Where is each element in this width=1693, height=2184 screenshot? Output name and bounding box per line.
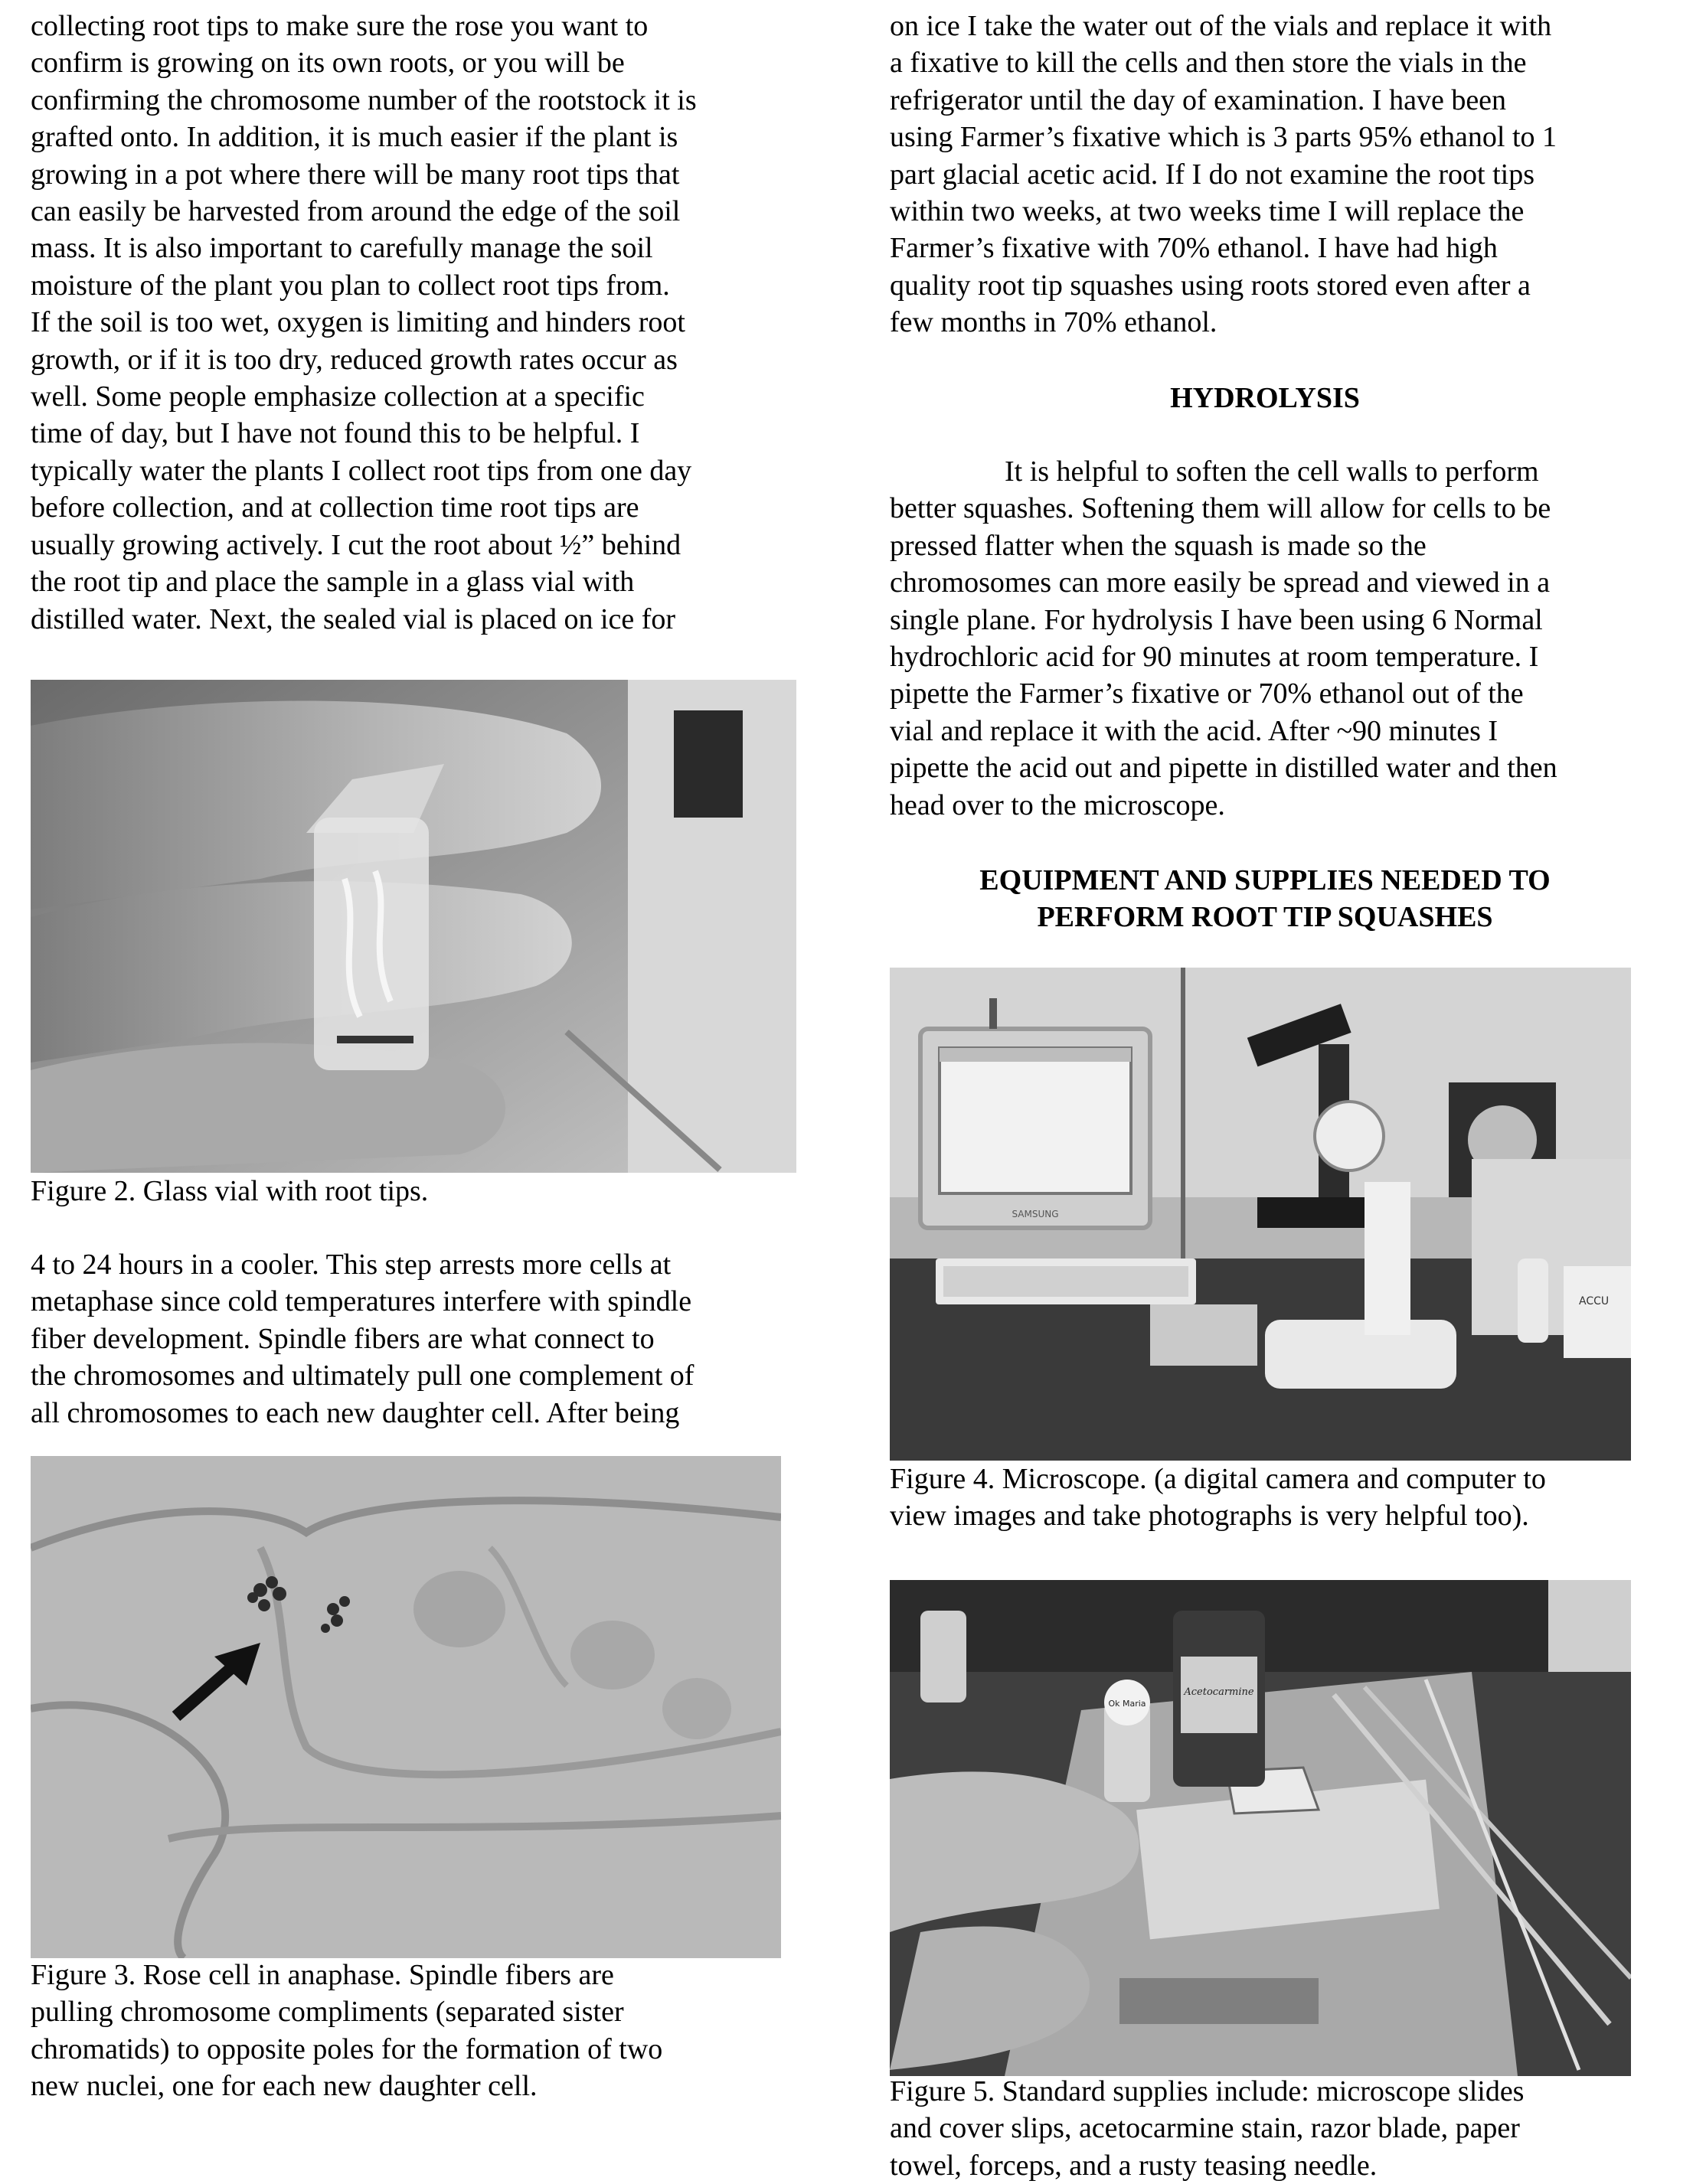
monitor-brand-label: SAMSUNG [1012, 1209, 1059, 1219]
figure-5-supplies-photo [890, 1580, 1631, 2076]
figure-2-vial-photo [31, 680, 796, 1173]
left-paragraph-1: collecting root tips to make sure the rose you want to confirm is growing on its own roots, or you will be confirming the chromosome number of the rootstock it is grafted onto. In addition, it is much easier if the plant is growing in a pot where there will be many root tips that can easily be harvested from around the edge of the soil mass. It is also important to carefully manage the soil moisture of the plant you plan to collect root tips from. If the soil is too wet, oxygen is limiting and hinders root growth, or if it is too dry, reduced growth rates occur as well. Some people emphasize collection at a specific time of day, but I have not found this to be helpful. I typically water the plants I collect root tips from one day before collection, and at collection time root tips are usually growing actively. I cut the root about ½” behind the root tip and place the sample in a glass vial with distilled water. Next, the sealed vial is placed on ice for [31, 10, 697, 635]
figure-4-microscope-photo [890, 968, 1631, 1461]
hydrolysis-heading: HYDROLYSIS [1170, 382, 1360, 414]
figure-3-anaphase-micrograph [31, 1456, 781, 1958]
stain-bottle-label: Acetocarmine [1184, 1686, 1254, 1698]
hydrolysis-paragraph: It is helpful to soften the cell walls to perform better squashes. Softening them will allow for cells to be pressed flatter when the squash is made so the chromosomes can more easily be spread and viewed in a single plane. For hydrolysis I have been using 6 Normal hydrochloric acid for 90 minutes at room temperature. I pipette the Farmer’s fixative or 70% ethanol out of the vial and replace it with the acid. After ~90 minutes I pipette the acid out and pipette in distilled water and then head over to the microscope. [890, 455, 1557, 821]
right-paragraph-1: on ice I take the water out of the vials and replace it with a fixative to kill the cells and then store the vials in the refrigerator until the day of examination. I have been using Farmer’s fixative which is 3 parts 95% ethanol to 1 part glacial acetic acid. If I do not examine the root tips within two weeks, at two weeks time I will replace the Farmer’s fixative with 70% ethanol. I have had high quality root tip squashes using roots stored even after a few months in 70% ethanol. [890, 10, 1557, 339]
box-label: ACCU [1579, 1295, 1610, 1307]
vial-cap-label: Ok Maria [1108, 1699, 1146, 1709]
figure-5-caption: Figure 5. Standard supplies include: microscope slides and cover slips, acetocarmine stain, razor blade, paper towel, forceps, and a rusty teasing needle. [890, 2075, 1525, 2182]
left-paragraph-2: 4 to 24 hours in a cooler. This step arrests more cells at metaphase since cold temperatures interfere with spindle fiber development. Spindle fibers are what connect to the chromosomes and ultimately pull one complement of all chromosomes to each new daughter cell. After being [31, 1249, 695, 1429]
figure-4-caption: Figure 4. Microscope. (a digital camera and computer to view images and take photographs is very helpful too). [890, 1463, 1546, 1533]
figure-2-caption: Figure 2. Glass vial with root tips. [31, 1175, 429, 1207]
figure-3-caption: Figure 3. Rose cell in anaphase. Spindle fibers are pulling chromosome compliments (separated sister chromatids) to opposite poles for the formation of two new nuclei, one for each new daughter cell. [31, 1959, 663, 2103]
equipment-heading: EQUIPMENT AND SUPPLIES NEEDED TO PERFORM ROOT TIP SQUASHES [979, 864, 1551, 934]
